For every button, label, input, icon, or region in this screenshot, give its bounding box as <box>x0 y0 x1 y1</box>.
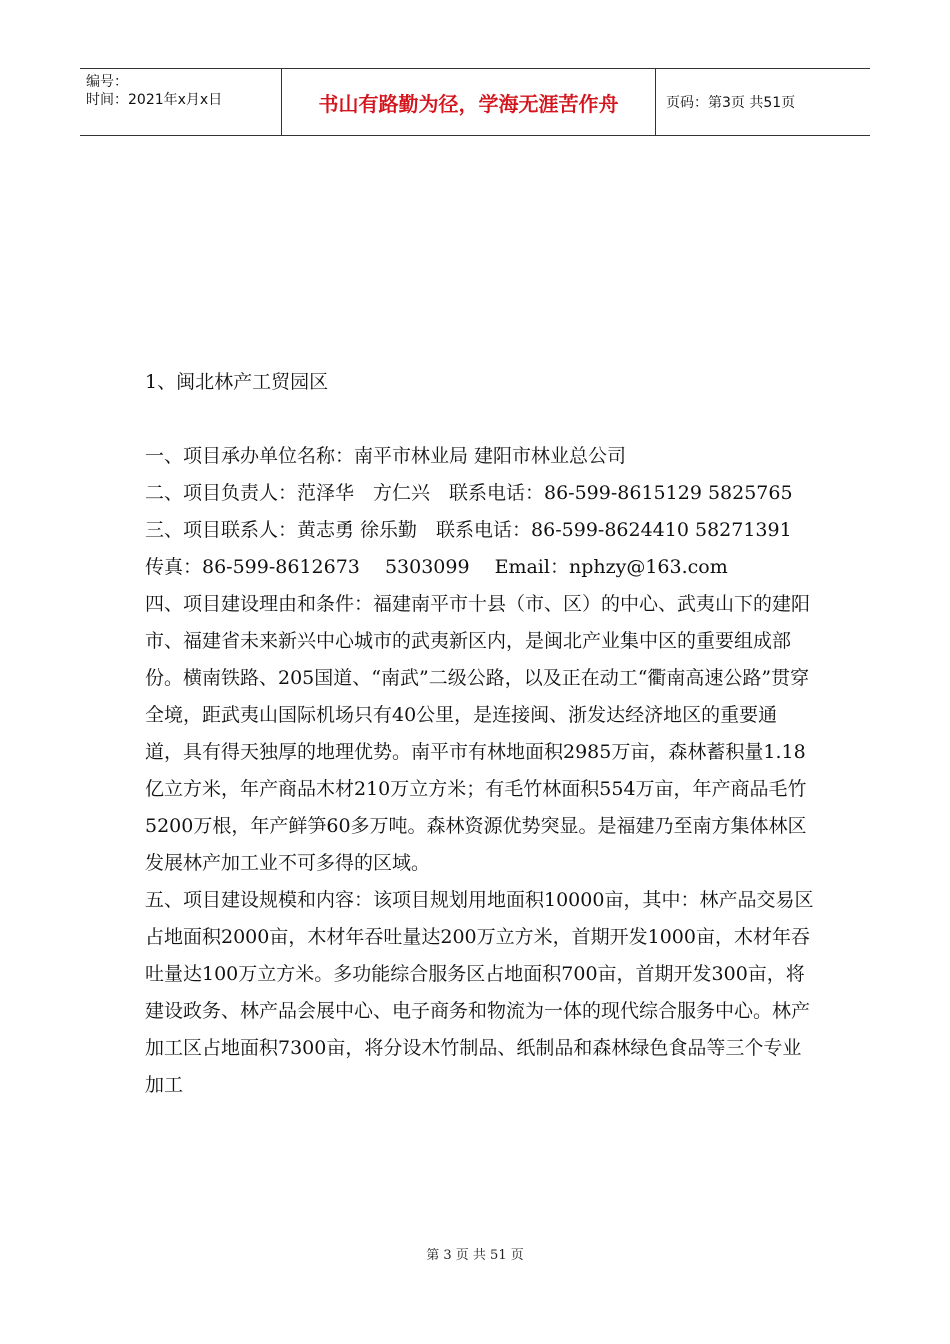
header-date: 时间：2021年x月x日 <box>86 92 223 108</box>
paragraph-undertaker: 一、项目承办单位名称：南平市林业局 建阳市林业总公司 <box>145 445 627 467</box>
page-header <box>80 68 870 136</box>
header-meta <box>80 69 282 135</box>
paragraph-fax: 传真：86-599-8612673 5303099 Email：nphzy@163.com <box>145 556 728 578</box>
page-footer: 第 3 页 共 51 页 <box>426 1248 524 1263</box>
document-title: 1、闽北林产工贸园区 <box>145 371 329 393</box>
paragraph-contact: 三、项目联系人：黄志勇 徐乐勤 联系电话：86-599-8624410 58271391 <box>145 519 792 541</box>
header-number: 编号： <box>86 74 128 90</box>
paragraph-reasons: 四、项目建设理由和条件：福建南平市十县（市、区）的中心、武夷山下的建阳市、福建省未来新兴中心城市的武夷新区内，是闽北产业集中区的重要组成部份。横南铁路、205国道、“南武”二级公路，以及正在动工“衢南高速公路”贯穿全境，距武夷山国际机场只有40公里，是连接闽、浙发达经济地区的重要通道，具有得天独厚的地理优势。南平市有林地面积2985万亩，森林蓄积量1.18亿立方米，年产商品木材210万立方米；有毛竹林面积554万亩，年产商品毛竹5200万根，年产鲜笋60多万吨。森林资源优势突显。是福建乃至南方集体林区发展林产加工业不可多得的区域。 <box>145 593 811 874</box>
header-motto: 书山有路勤为径，学海无涯苦作舟 <box>282 69 656 135</box>
document-body <box>145 364 815 1104</box>
paragraph-responsible: 二、项目负责人：范泽华 方仁兴 联系电话：86-599-8615129 5825765 <box>145 482 793 504</box>
header-page-number: 页码：第3页 共51页 <box>666 95 796 111</box>
paragraph-scale: 五、项目建设规模和内容：该项目规划用地面积10000亩，其中：林产品交易区占地面积2000亩，木材年吞吐量达200万立方米，首期开发1000亩，木材年吞吐量达100万立方米。多功能综合服务区占地面积700亩，首期开发300亩，将建设政务、林产品会展中心、电子商务和物流为一体的现代综合服务中心。林产加工区占地面积7300亩，将分设木竹制品、纸制品和森林绿色食品等三个专业加工 <box>145 889 814 1096</box>
